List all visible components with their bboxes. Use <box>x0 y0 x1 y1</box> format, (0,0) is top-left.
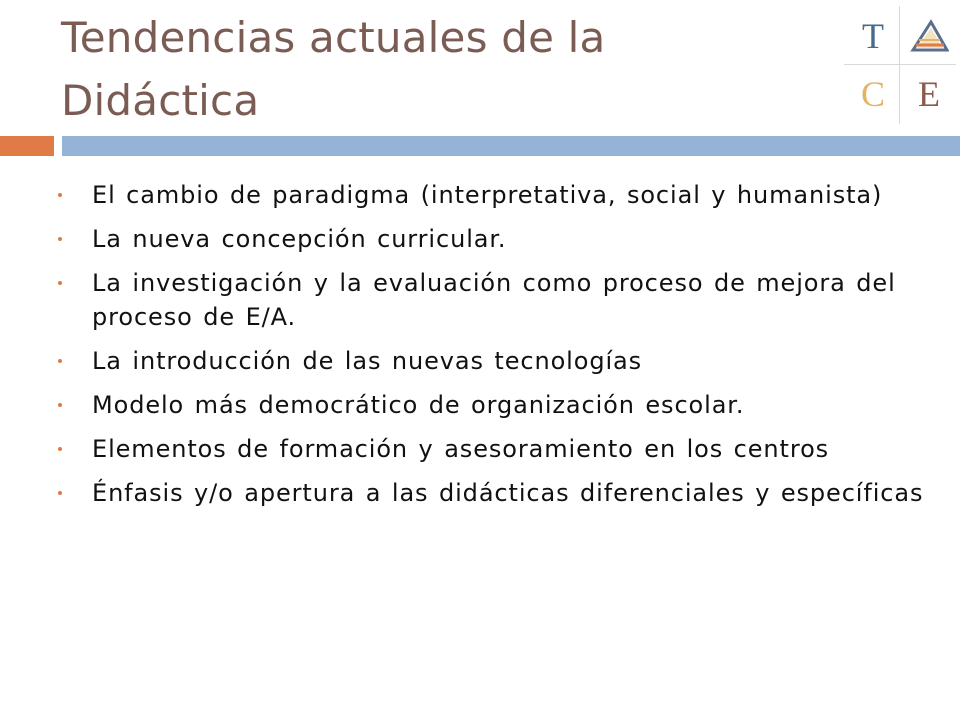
bullet-item <box>56 388 936 422</box>
tce-logo <box>844 6 956 124</box>
bullet-dot-icon <box>58 447 62 451</box>
bullet-dot-icon <box>58 237 62 241</box>
logo-divider-horizontal <box>844 64 956 65</box>
bullet-dot-icon <box>58 281 62 285</box>
bullet-list <box>56 178 936 520</box>
bullet-text: Modelo más democrático de organización escolar. <box>92 391 745 419</box>
bullet-text: Elementos de formación y asesoramiento en los centros <box>92 435 830 463</box>
bullet-text: El cambio de paradigma (interpretativa, social y humanista) <box>92 181 883 209</box>
bullet-item <box>56 266 936 334</box>
logo-letter-c: C <box>860 74 885 114</box>
bullet-text: La nueva concepción curricular. <box>92 225 507 253</box>
bullet-text: Énfasis y/o apertura a las didácticas diferenciales y específicas <box>92 479 924 507</box>
bullet-dot-icon <box>58 359 62 363</box>
logo-letter-t: T <box>862 16 884 56</box>
bullet-dot-icon <box>58 403 62 407</box>
bullet-text: La investigación y la evaluación como proceso de mejora del proceso de E/A. <box>92 269 896 331</box>
bullet-dot-icon <box>58 491 62 495</box>
bullet-item <box>56 178 936 212</box>
slide-title: Tendencias actuales de la Didáctica <box>61 13 606 125</box>
logo-letter-e: E <box>918 74 940 114</box>
bullet-dot-icon <box>58 193 62 197</box>
accent-bar-blue <box>62 136 960 156</box>
bullet-item <box>56 344 936 378</box>
accent-bar-orange <box>0 136 54 156</box>
bullet-text: La introducción de las nuevas tecnologías <box>92 347 643 375</box>
bullet-item <box>56 432 936 466</box>
triangle-logo-icon <box>902 8 956 64</box>
bullet-item <box>56 222 936 256</box>
bullet-item <box>56 476 936 510</box>
